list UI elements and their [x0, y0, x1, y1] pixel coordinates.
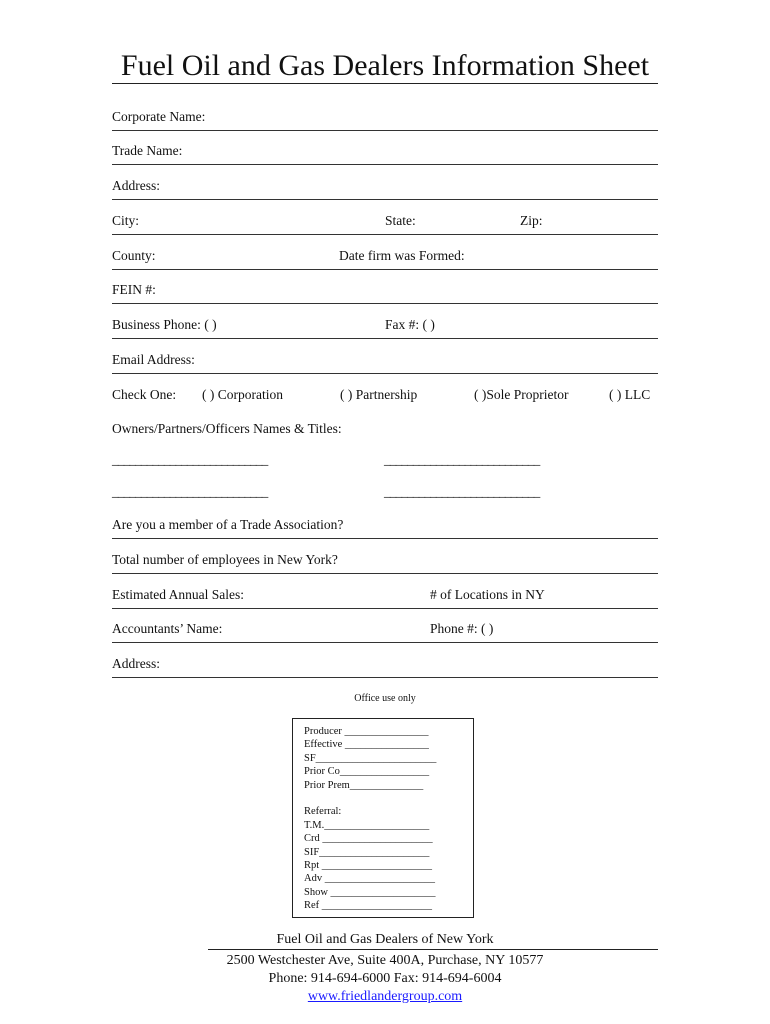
accountant-phone-label: Phone #: ( )	[430, 621, 494, 636]
crd-line[interactable]: Crd _____________________	[304, 833, 433, 845]
owners-label: Owners/Partners/Officers Names & Titles:	[112, 421, 342, 436]
footer-divider	[208, 949, 658, 950]
office-use-box	[292, 718, 474, 918]
fein-label: FEIN #:	[112, 282, 156, 297]
business-phone-label: Business Phone: ( )	[112, 317, 217, 332]
address-field[interactable]	[112, 175, 658, 200]
ref-line[interactable]: Ref _____________________	[304, 900, 433, 912]
address-label: Address:	[112, 178, 160, 193]
trade-association-field[interactable]	[112, 514, 658, 539]
corporate-name-field[interactable]	[112, 106, 658, 131]
city-label: City:	[112, 213, 140, 228]
owner-blank-1[interactable]: ___________________________	[112, 452, 268, 467]
accountant-address-field[interactable]	[112, 653, 658, 678]
sole-proprietor-checkbox[interactable]: ( )Sole Proprietor	[474, 387, 569, 402]
adv-line[interactable]: Adv _____________________	[304, 873, 435, 885]
footer-org-name: Fuel Oil and Gas Dealers of New York	[276, 932, 494, 947]
sif-line[interactable]: SIF_____________________	[304, 846, 430, 858]
annual-sales-label: Estimated Annual Sales:	[112, 587, 244, 602]
check-one-label: Check One:	[112, 387, 177, 402]
owner-blank-3[interactable]: ___________________________	[112, 484, 268, 499]
fein-field[interactable]	[112, 279, 658, 304]
city-state-zip-field[interactable]	[112, 210, 658, 235]
footer-address: 2500 Westchester Ave, Suite 400A, Purchase, NY 10577	[226, 953, 544, 968]
sales-locations-field[interactable]	[112, 584, 658, 609]
employees-label: Total number of employees in New York?	[112, 552, 338, 567]
locations-label: # of Locations in NY	[430, 587, 545, 602]
footer-phone-fax: Phone: 914-694-6000 Fax: 914-694-6004	[268, 971, 502, 986]
partnership-checkbox[interactable]: ( ) Partnership	[340, 387, 418, 402]
prior-co-line[interactable]: Prior Co_________________	[304, 766, 430, 778]
tm-line[interactable]: T.M.____________________	[304, 819, 430, 831]
rpt-line[interactable]: Rpt _____________________	[304, 859, 433, 871]
date-formed-label: Date firm was Formed:	[339, 248, 465, 263]
prior-prem-line[interactable]: Prior Prem______________	[304, 779, 424, 791]
email-field[interactable]	[112, 349, 658, 374]
entity-type-row	[112, 384, 658, 408]
trade-association-label: Are you a member of a Trade Association?	[112, 517, 344, 532]
zip-label: Zip:	[520, 213, 543, 228]
office-use-label: Office use only	[354, 693, 416, 704]
employees-field[interactable]	[112, 549, 658, 574]
referral-label: Referral:	[304, 806, 342, 818]
county-date-field[interactable]	[112, 245, 658, 270]
accountant-name-label: Accountants’ Name:	[112, 621, 223, 636]
office-spacer	[304, 792, 473, 805]
owner-blank-4[interactable]: ___________________________	[384, 484, 540, 499]
corporate-name-label: Corporate Name:	[112, 109, 206, 124]
email-label: Email Address:	[112, 352, 195, 367]
accountant-field[interactable]	[112, 618, 658, 643]
owner-blank-2[interactable]: ___________________________	[384, 452, 540, 467]
trade-name-field[interactable]	[112, 140, 658, 165]
county-label: County:	[112, 248, 156, 263]
llc-checkbox[interactable]: ( ) LLC	[609, 387, 651, 402]
state-label: State:	[385, 213, 416, 228]
website-link[interactable]: www.friedlandergroup.com	[307, 989, 463, 1004]
sf-line[interactable]: SF_______________________	[304, 752, 437, 764]
effective-line[interactable]: Effective ________________	[304, 739, 429, 751]
trade-name-label: Trade Name:	[112, 143, 183, 158]
page-title: Fuel Oil and Gas Dealers Information Sheet	[120, 49, 650, 82]
show-line[interactable]: Show ____________________	[304, 886, 436, 898]
title-underline	[112, 83, 658, 84]
fax-label: Fax #: ( )	[385, 317, 435, 332]
phone-fax-field[interactable]	[112, 314, 658, 339]
footer-website	[0, 987, 770, 1006]
accountant-address-label: Address:	[112, 656, 160, 671]
producer-line[interactable]: Producer ________________	[304, 726, 429, 737]
corporation-checkbox[interactable]: ( ) Corporation	[202, 387, 283, 402]
owners-row	[112, 418, 658, 442]
